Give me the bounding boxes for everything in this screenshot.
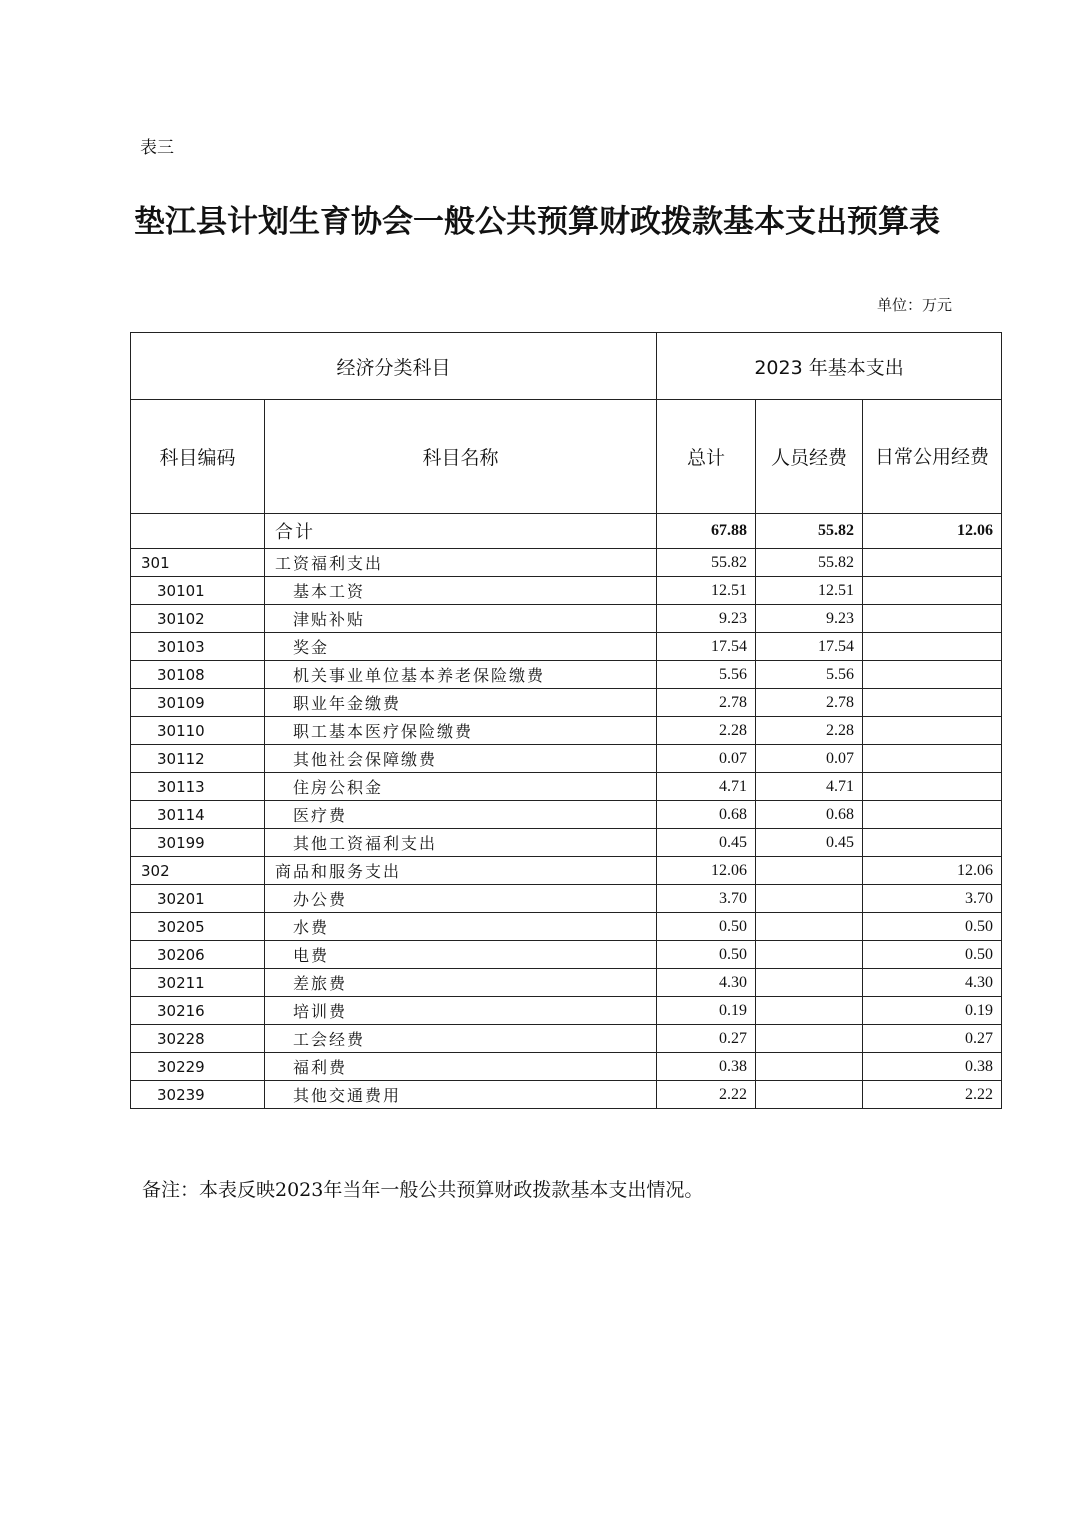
row-personnel: 12.51 bbox=[756, 577, 863, 605]
row-personnel: 17.54 bbox=[756, 633, 863, 661]
table-row bbox=[131, 941, 1002, 969]
row-code: 30228 bbox=[131, 1025, 265, 1053]
row-name: 职工基本医疗保险缴费 bbox=[265, 717, 657, 745]
row-total: 0.07 bbox=[657, 745, 756, 773]
row-code: 30206 bbox=[131, 941, 265, 969]
row-public bbox=[863, 661, 1002, 689]
row-public bbox=[863, 633, 1002, 661]
total-row bbox=[131, 514, 1002, 549]
row-public bbox=[863, 577, 1002, 605]
table-row bbox=[131, 549, 1002, 577]
table-row bbox=[131, 1025, 1002, 1053]
row-personnel: 0.07 bbox=[756, 745, 863, 773]
row-name: 水费 bbox=[265, 913, 657, 941]
row-personnel: 4.71 bbox=[756, 773, 863, 801]
row-code: 30216 bbox=[131, 997, 265, 1025]
table-row bbox=[131, 661, 1002, 689]
row-total: 0.50 bbox=[657, 913, 756, 941]
row-public bbox=[863, 829, 1002, 857]
header-row-1 bbox=[131, 333, 1002, 400]
row-total: 2.28 bbox=[657, 717, 756, 745]
row-public: 0.27 bbox=[863, 1025, 1002, 1053]
row-personnel: 9.23 bbox=[756, 605, 863, 633]
row-total: 3.70 bbox=[657, 885, 756, 913]
row-name: 其他工资福利支出 bbox=[265, 829, 657, 857]
table-row bbox=[131, 997, 1002, 1025]
row-name: 工会经费 bbox=[265, 1025, 657, 1053]
row-personnel bbox=[756, 997, 863, 1025]
row-personnel: 55.82 bbox=[756, 549, 863, 577]
table-row bbox=[131, 885, 1002, 913]
row-code: 302 bbox=[131, 857, 265, 885]
total-code bbox=[131, 514, 265, 549]
budget-table bbox=[130, 332, 1002, 1109]
table-row bbox=[131, 689, 1002, 717]
total-name: 合计 bbox=[265, 514, 657, 549]
row-code: 30201 bbox=[131, 885, 265, 913]
row-personnel bbox=[756, 969, 863, 997]
row-personnel bbox=[756, 913, 863, 941]
row-code: 30229 bbox=[131, 1053, 265, 1081]
row-code: 30102 bbox=[131, 605, 265, 633]
header-category: 经济分类科目 bbox=[131, 333, 657, 400]
row-name: 职业年金缴费 bbox=[265, 689, 657, 717]
row-name: 其他社会保障缴费 bbox=[265, 745, 657, 773]
row-code: 30113 bbox=[131, 773, 265, 801]
table-row bbox=[131, 633, 1002, 661]
row-total: 0.27 bbox=[657, 1025, 756, 1053]
row-personnel bbox=[756, 1025, 863, 1053]
row-name: 商品和服务支出 bbox=[265, 857, 657, 885]
row-name: 津贴补贴 bbox=[265, 605, 657, 633]
row-name: 住房公积金 bbox=[265, 773, 657, 801]
row-name: 福利费 bbox=[265, 1053, 657, 1081]
total-public: 12.06 bbox=[863, 514, 1002, 549]
row-code: 30110 bbox=[131, 717, 265, 745]
row-name: 基本工资 bbox=[265, 577, 657, 605]
row-public: 4.30 bbox=[863, 969, 1002, 997]
header-code: 科目编码 bbox=[131, 400, 265, 514]
row-personnel: 5.56 bbox=[756, 661, 863, 689]
table-row bbox=[131, 913, 1002, 941]
row-total: 4.30 bbox=[657, 969, 756, 997]
table-label: 表三 bbox=[140, 138, 174, 158]
row-personnel: 0.45 bbox=[756, 829, 863, 857]
row-public: 0.38 bbox=[863, 1053, 1002, 1081]
row-public bbox=[863, 549, 1002, 577]
row-code: 301 bbox=[131, 549, 265, 577]
row-name: 其他交通费用 bbox=[265, 1081, 657, 1109]
table-row bbox=[131, 773, 1002, 801]
row-total: 12.51 bbox=[657, 577, 756, 605]
row-personnel bbox=[756, 1053, 863, 1081]
row-total: 4.71 bbox=[657, 773, 756, 801]
row-personnel bbox=[756, 941, 863, 969]
table-row bbox=[131, 605, 1002, 633]
row-total: 17.54 bbox=[657, 633, 756, 661]
row-personnel bbox=[756, 857, 863, 885]
header-row-2 bbox=[131, 400, 1002, 514]
row-code: 30211 bbox=[131, 969, 265, 997]
row-public bbox=[863, 717, 1002, 745]
table-row bbox=[131, 1053, 1002, 1081]
row-name: 工资福利支出 bbox=[265, 549, 657, 577]
row-code: 30103 bbox=[131, 633, 265, 661]
row-personnel: 2.28 bbox=[756, 717, 863, 745]
row-name: 办公费 bbox=[265, 885, 657, 913]
row-personnel bbox=[756, 1081, 863, 1109]
row-total: 0.19 bbox=[657, 997, 756, 1025]
table-row bbox=[131, 1081, 1002, 1109]
row-name: 差旅费 bbox=[265, 969, 657, 997]
row-public: 0.50 bbox=[863, 913, 1002, 941]
row-personnel: 2.78 bbox=[756, 689, 863, 717]
table-row bbox=[131, 577, 1002, 605]
document-title: 垫江县计划生育协会一般公共预算财政拨款基本支出预算表 bbox=[134, 204, 940, 240]
row-code: 30114 bbox=[131, 801, 265, 829]
header-name: 科目名称 bbox=[265, 400, 657, 514]
row-public: 12.06 bbox=[863, 857, 1002, 885]
row-code: 30109 bbox=[131, 689, 265, 717]
row-code: 30239 bbox=[131, 1081, 265, 1109]
unit-label: 单位：万元 bbox=[876, 296, 952, 314]
row-code: 30112 bbox=[131, 745, 265, 773]
row-code: 30101 bbox=[131, 577, 265, 605]
table-row bbox=[131, 969, 1002, 997]
footnote: 备注：本表反映2023年当年一般公共预算财政拨款基本支出情况。 bbox=[142, 1179, 704, 1201]
row-name: 机关事业单位基本养老保险缴费 bbox=[265, 661, 657, 689]
row-code: 30108 bbox=[131, 661, 265, 689]
row-name: 奖金 bbox=[265, 633, 657, 661]
row-total: 0.38 bbox=[657, 1053, 756, 1081]
table-row bbox=[131, 745, 1002, 773]
table-row bbox=[131, 857, 1002, 885]
row-public: 2.22 bbox=[863, 1081, 1002, 1109]
header-personnel: 人员经费 bbox=[756, 400, 863, 514]
row-total: 9.23 bbox=[657, 605, 756, 633]
row-total: 0.45 bbox=[657, 829, 756, 857]
row-public bbox=[863, 801, 1002, 829]
row-total: 55.82 bbox=[657, 549, 756, 577]
row-public bbox=[863, 605, 1002, 633]
row-name: 医疗费 bbox=[265, 801, 657, 829]
table-row bbox=[131, 717, 1002, 745]
row-public: 3.70 bbox=[863, 885, 1002, 913]
header-year: 2023 年基本支出 bbox=[657, 333, 1002, 400]
table-row bbox=[131, 829, 1002, 857]
row-public bbox=[863, 745, 1002, 773]
total-total: 67.88 bbox=[657, 514, 756, 549]
row-code: 30199 bbox=[131, 829, 265, 857]
row-personnel: 0.68 bbox=[756, 801, 863, 829]
row-total: 2.22 bbox=[657, 1081, 756, 1109]
row-name: 培训费 bbox=[265, 997, 657, 1025]
row-public bbox=[863, 773, 1002, 801]
row-public: 0.19 bbox=[863, 997, 1002, 1025]
row-total: 0.50 bbox=[657, 941, 756, 969]
row-public bbox=[863, 689, 1002, 717]
row-name: 电费 bbox=[265, 941, 657, 969]
header-public: 日常公用经费 bbox=[863, 400, 1002, 514]
row-public: 0.50 bbox=[863, 941, 1002, 969]
table-row bbox=[131, 801, 1002, 829]
row-code: 30205 bbox=[131, 913, 265, 941]
row-total: 5.56 bbox=[657, 661, 756, 689]
total-personnel: 55.82 bbox=[756, 514, 863, 549]
row-total: 0.68 bbox=[657, 801, 756, 829]
row-total: 12.06 bbox=[657, 857, 756, 885]
header-total: 总计 bbox=[657, 400, 756, 514]
row-total: 2.78 bbox=[657, 689, 756, 717]
row-personnel bbox=[756, 885, 863, 913]
